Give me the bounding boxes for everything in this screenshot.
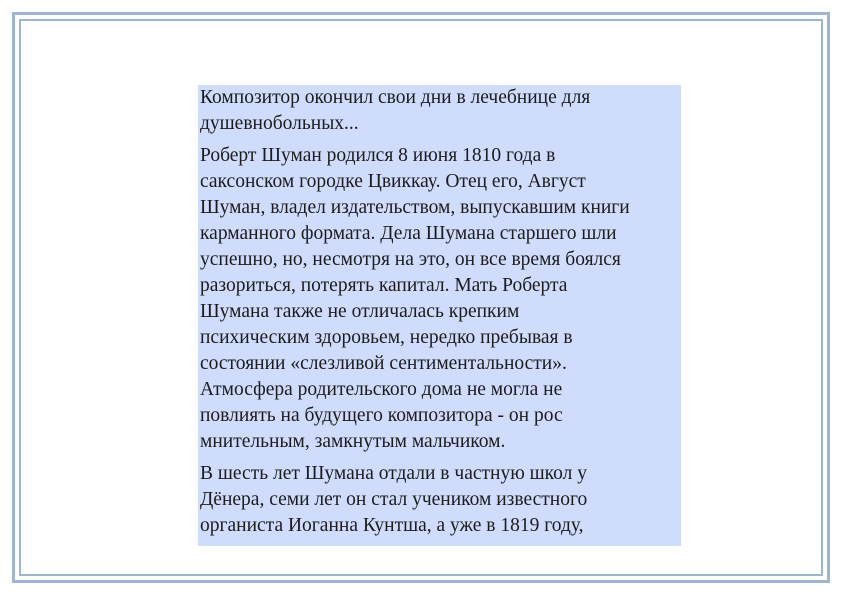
text-line: В шесть лет Шумана отдали в частную школ у xyxy=(200,463,588,484)
text-line: органиста Иоганна Кунтша, а уже в 1819 году, xyxy=(200,515,584,536)
text-line: Шумана также не отличалась крепким xyxy=(200,301,520,322)
text-line: психическим здоровьем, нередко пребывая в xyxy=(200,327,573,348)
text-line: состоянии «слезливой сентиментальности». xyxy=(200,353,567,374)
paragraph-intro xyxy=(200,85,679,137)
text-line: душевнобольных... xyxy=(200,113,359,134)
paragraph-biography xyxy=(200,143,679,455)
text-line: Атмосфера родительского дома не могла не xyxy=(200,379,563,400)
text-line: Дёнера, семи лет он стал учеником известного xyxy=(200,489,588,510)
text-line: повлиять на будущего композитора - он рос xyxy=(200,405,563,426)
text-line: Композитор окончил свои дни в лечебнице для xyxy=(200,87,591,108)
text-line: мнительным, замкнутым мальчиком. xyxy=(200,431,506,452)
text-line: разориться, потерять капитал. Мать Роберта xyxy=(200,275,568,296)
text-line: карманного формата. Дела Шумана старшего шли xyxy=(200,223,617,244)
paragraph-education xyxy=(200,461,679,539)
text-line: Шуман, владел издательством, выпускавшим книги xyxy=(200,197,630,218)
text-line: успешно, но, несмотря на это, он все время боялся xyxy=(200,249,621,270)
text-line: Роберт Шуман родился 8 июня 1810 года в xyxy=(200,145,556,166)
text-line: саксонском городке Цвиккау. Отец его, Август xyxy=(200,171,586,192)
text-box xyxy=(198,85,681,546)
